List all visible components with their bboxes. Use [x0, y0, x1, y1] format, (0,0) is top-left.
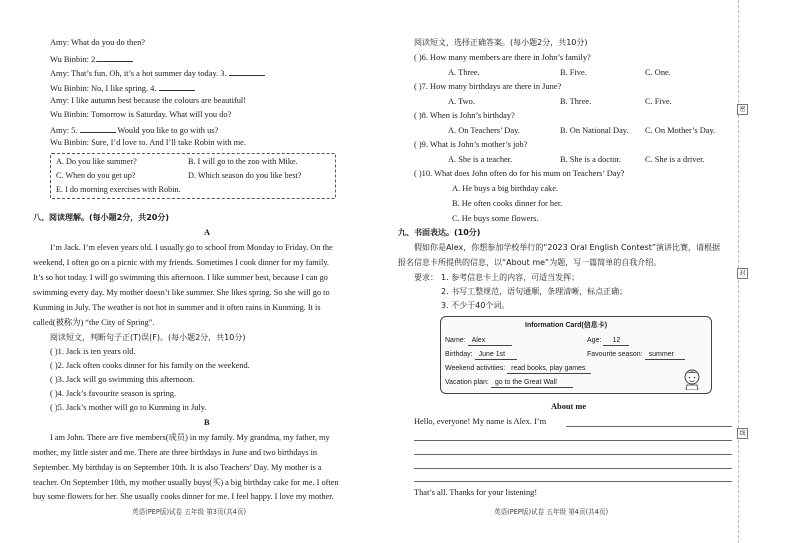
card-activities-label: Weekend activities:	[445, 365, 506, 372]
tf-item-5[interactable]: ( )5. Jack’s mother will go to Kunming in July.	[50, 403, 207, 412]
passage-b-line-4: teacher. On September 10th, my mother usually buys(买) a big birthday cake for me. I often	[33, 478, 339, 487]
mc-8-option-a[interactable]: A. On Teachers’ Day.	[448, 126, 520, 135]
card-vacation-label: Vacation plan:	[445, 379, 489, 386]
passage-a-line-2: weekend, I often go on a picnic with my friends. Sometimes I cook dinner for my family.	[33, 258, 330, 267]
essay-end: That’s all. Thanks for your listening!	[414, 488, 538, 497]
tf-item-1[interactable]: ( )1. Jack is ten years old.	[50, 347, 136, 356]
page-footer-right: 英语(PEP版)试卷 五年级 第4页(共4页)	[494, 508, 609, 516]
choice-a: A. Do you like summer?	[56, 157, 137, 166]
writing-line-5[interactable]	[414, 481, 732, 482]
card-season-row	[587, 351, 685, 360]
passage-a-label: A	[204, 228, 211, 237]
card-birthday-value: June 1st	[475, 351, 517, 360]
card-season-label: Favourite season:	[587, 351, 643, 358]
section-8-title: 八、阅读理解。(每小题2分，共20分)	[33, 213, 170, 222]
card-vacation-row	[445, 379, 573, 388]
mc-10-option-a[interactable]: A. He buys a big birthday cake.	[452, 184, 559, 193]
mc-question-10[interactable]: ( )10. What does John often do for his mum on Teachers’ Day?	[414, 169, 625, 178]
mc-question-8[interactable]: ( )8. When is John’s birthday?	[414, 111, 515, 120]
requirements-label: 要求：	[414, 273, 438, 282]
passage-b-line-5: buy some flowers for her. She usually cooks dinner for me. I feel happy. I love my mother.	[33, 492, 334, 501]
mc-7-option-c[interactable]: C. Five.	[645, 97, 672, 106]
side-tag-seal: 密	[737, 104, 748, 115]
choice-c: C. When do you get up?	[56, 171, 136, 180]
writing-prompt-line-2: 报名信息卡所提供的信息，以“About me”为题，写一篇简单的自我介绍。	[398, 258, 662, 267]
passage-a-line-5: Kunming in July. The weather is not hot in summer and it often rains in Kunming. It is	[33, 303, 321, 312]
passage-b-label: B	[204, 418, 210, 427]
mc-6-option-c[interactable]: C. One.	[645, 68, 671, 77]
choice-d: D. Which season do you like best?	[188, 171, 302, 180]
tf-item-2[interactable]: ( )2. Jack often cooks dinner for his family on the weekend.	[50, 361, 250, 370]
card-birthday-row	[445, 351, 517, 360]
passage-b-line-3: September. My birthday is on September 10th. It is also Teachers’ Day. My mother is a	[33, 463, 322, 472]
writing-line-1[interactable]	[566, 426, 732, 427]
passage-a-line-4: swimming every day. My mother doesn’t like summer. She likes spring. So she will go to	[33, 288, 330, 297]
mc-8-option-b[interactable]: B. On National Day.	[560, 126, 629, 135]
tf-instruction: 阅读短文，判断句子正(T)误(F)。(每小题2分，共10分)	[50, 333, 246, 342]
passage-b-line-1: I am John. There are five members(成员) in my family. My grandma, my father, my	[50, 433, 330, 442]
dialogue-line-6: Wu Binbin: Tomorrow is Saturday. What will you do?	[50, 110, 232, 119]
card-activities-value: read books, play games	[507, 365, 591, 374]
writing-line-2[interactable]	[414, 440, 732, 441]
mc-6-option-a[interactable]: A. Three.	[448, 68, 480, 77]
essay-start: Hello, everyone! My name is Alex. I’m	[414, 417, 547, 426]
dialogue-text: Would you like to go with us?	[117, 126, 219, 135]
side-tag-seal-2: 封	[737, 268, 748, 279]
mc-9-option-a[interactable]: A. She is a teacher.	[448, 155, 513, 164]
card-title: Information Card(信息卡)	[525, 322, 608, 329]
page-footer-left: 英语(PEP版)试卷 五年级 第3页(共4页)	[132, 508, 247, 516]
mc-9-option-b[interactable]: B. She is a doctor.	[560, 155, 621, 164]
card-age-value: 12	[603, 337, 629, 346]
dialogue-line-8: Wu Binbin: Sure, I’d love to. And I’ll take Robin with me.	[50, 138, 246, 147]
tf-item-4[interactable]: ( )4. Jack’s favourite season is spring.	[50, 389, 177, 398]
dialogue-text: Wu Binbin: 2.	[50, 55, 98, 64]
passage-a-line-1: I’m Jack. I’m eleven years old. I usually go to school from Monday to Friday. On the	[50, 243, 333, 252]
section-9-title: 九、书面表达。(10分)	[398, 228, 481, 237]
mc-8-option-c[interactable]: C. On Mother’s Day.	[645, 126, 716, 135]
passage-a-line-3: It’s so hot today. I will go swimming this afternoon. I like summer best, because I can go	[33, 273, 328, 282]
dialogue-text: Wu Binbin: No, I like spring. 4.	[50, 84, 157, 93]
mc-10-option-c[interactable]: C. He buys some flowers.	[452, 214, 539, 223]
mc-question-6[interactable]: ( )6. How many members are there in John’s family?	[414, 53, 591, 62]
choice-e: E. I do morning exercises with Robin.	[56, 185, 181, 194]
requirement-1: 1. 参考信息卡上的内容，可适当发挥；	[441, 273, 580, 282]
passage-a-line-6: called(被称为) “the City of Spring”.	[33, 318, 155, 327]
boy-cartoon-icon	[682, 368, 702, 390]
mc-6-option-b[interactable]: B. Five.	[560, 68, 587, 77]
mc-10-option-b[interactable]: B. He often cooks dinner for her.	[452, 199, 563, 208]
mc-7-option-a[interactable]: A. Two.	[448, 97, 475, 106]
information-card	[440, 316, 712, 394]
dialogue-text: Amy: That’s fun. Oh, it’s a hot summer day today. 3.	[50, 69, 227, 78]
dialogue-line-5: Amy: I like autumn best because the colours are beautiful!	[50, 96, 247, 105]
card-name-row	[445, 337, 512, 346]
choice-b: B. I will go to the zoo with Mike.	[188, 157, 298, 166]
mc-question-9[interactable]: ( )9. What is John’s mother’s job?	[414, 140, 528, 149]
mc-instruction: 阅读短文，选择正确答案。(每小题2分，共10分)	[414, 38, 588, 47]
card-activities-row	[445, 365, 591, 374]
writing-line-4[interactable]	[414, 468, 732, 469]
dialogue-text: Amy: 5.	[50, 126, 78, 135]
writing-line-3[interactable]	[414, 454, 732, 455]
mc-7-option-b[interactable]: B. Three.	[560, 97, 592, 106]
dialogue-line-1: Amy: What do you do then?	[50, 38, 145, 47]
writing-prompt-line-1: 假如你是Alex，你想参加学校举行的“2023 Oral English Contest”演讲比赛，请根据	[414, 243, 720, 252]
requirement-2: 2. 书写工整规范，语句通顺，条理清晰，标点正确；	[441, 287, 628, 296]
essay-title: About me	[551, 402, 587, 411]
requirement-3: 3. 不少于40个词。	[441, 301, 510, 310]
mc-question-7[interactable]: ( )7. How many birthdays are there in June?	[414, 82, 562, 91]
passage-b-line-2: mother, my little sister and me. There are three birthdays in June and two birthdays in	[33, 448, 318, 457]
card-name-value: Alex	[468, 337, 512, 346]
card-age-label: Age:	[587, 337, 602, 344]
card-season-value: summer	[645, 351, 685, 360]
card-vacation-value: go to the Great Wall	[491, 379, 573, 388]
card-name-label: Name:	[445, 337, 466, 344]
card-age-row	[587, 337, 629, 346]
card-birthday-label: Birthday:	[445, 351, 473, 358]
side-tag-line: 线	[737, 428, 748, 439]
tf-item-3[interactable]: ( )3. Jack will go swimming this afternoon.	[50, 375, 195, 384]
mc-9-option-c[interactable]: C. She is a driver.	[645, 155, 705, 164]
